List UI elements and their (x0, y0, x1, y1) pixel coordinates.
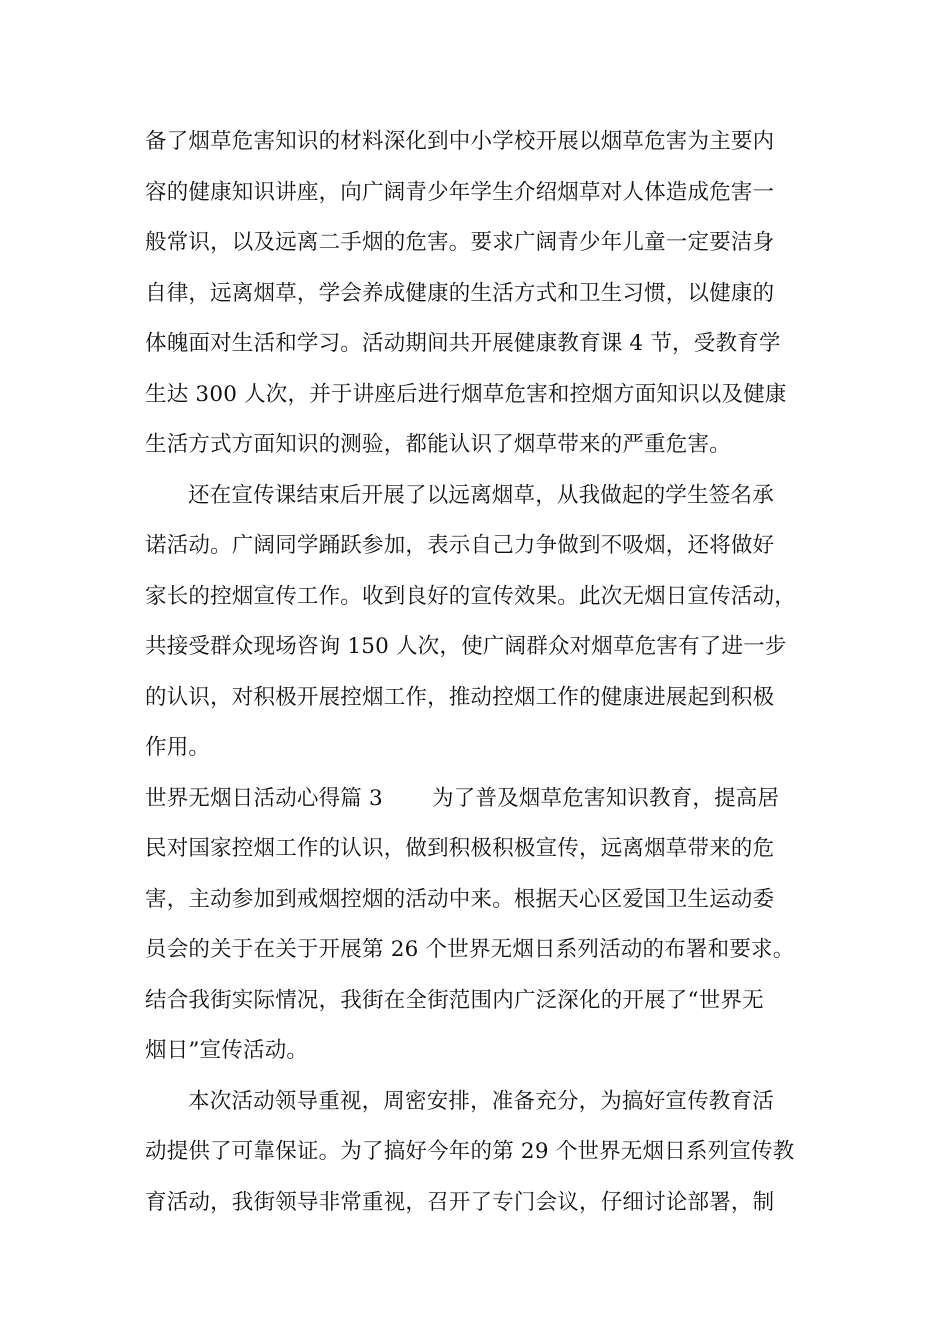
text-line: 自律，远离烟草，学会养成健康的生活方式和卫生习惯，以健康的 (145, 280, 775, 306)
paragraph-first-line: 还在宣传课结束后开展了以远离烟草，从我做起的学生签名承 (188, 482, 774, 508)
text-line: 诺活动。广阔同学踊跃参加，表示自己力争做到不吸烟，还将做好 (145, 533, 775, 558)
heading-trailing-text: 为了普及烟草危害知识教育，提高居 (432, 785, 780, 811)
text-line: 结合我街实际情况，我街在全街范围内广泛深化的开展了“世界无 (145, 987, 764, 1013)
document-body (145, 117, 810, 1228)
text-line: 容的健康知识讲座，向广阔青少年学生介绍烟草对人体造成危害一 (145, 179, 775, 205)
text-line: 烟日”宣传活动。 (145, 1038, 309, 1063)
section-heading: 世界无烟日活动心得篇 3 (145, 785, 383, 811)
text-line: 害，主动参加到戒烟控烟的活动中来。根据天心区爱国卫生运动委 (145, 886, 775, 912)
text-line: 的认识，对积极开展控烟工作，推动控烟工作的健康进展起到积极 (145, 684, 775, 710)
text-line: 作用。 (145, 735, 211, 760)
text-line: 生达 300 人次，并于讲座后进行烟草危害和控烟方面知识以及健康 (145, 381, 787, 407)
section-heading-line (145, 774, 810, 825)
text-line: 家长的控烟宣传工作。收到良好的宣传效果。此次无烟日宣传活动， (145, 583, 797, 609)
text-line: 共接受群众现场咨询 150 人次，使广阔群众对烟草危害有了进一步 (145, 634, 787, 659)
text-line: 民对国家控烟工作的认识，做到积极积极宣传，远离烟草带来的危 (145, 836, 775, 861)
text-line: 员会的关于在关于开展第 26 个世界无烟日系列活动的布署和要求。 (145, 937, 795, 962)
text-line: 般常识，以及远离二手烟的危害。要求广阔青少年儿童一定要洁身 (145, 230, 775, 255)
paragraph-first-line: 本次活动领导重视，周密安排，准备充分，为搞好宣传教育活 (188, 1088, 774, 1114)
text-line: 动提供了可靠保证。为了搞好今年的第 29 个世界无烟日系列宣传教 (145, 1139, 795, 1164)
text-line: 备了烟草危害知识的材料深化到中小学校开展以烟草危害为主要内 (145, 129, 775, 154)
text-line: 生活方式方面知识的测验，都能认识了烟草带来的严重危害。 (145, 432, 731, 457)
text-line: 育活动，我街领导非常重视，召开了专门会议，仔细讨论部署，制 (145, 1189, 775, 1215)
text-line: 体魄面对生活和学习。活动期间共开展健康教育课 4 节，受教育学 (145, 331, 781, 356)
